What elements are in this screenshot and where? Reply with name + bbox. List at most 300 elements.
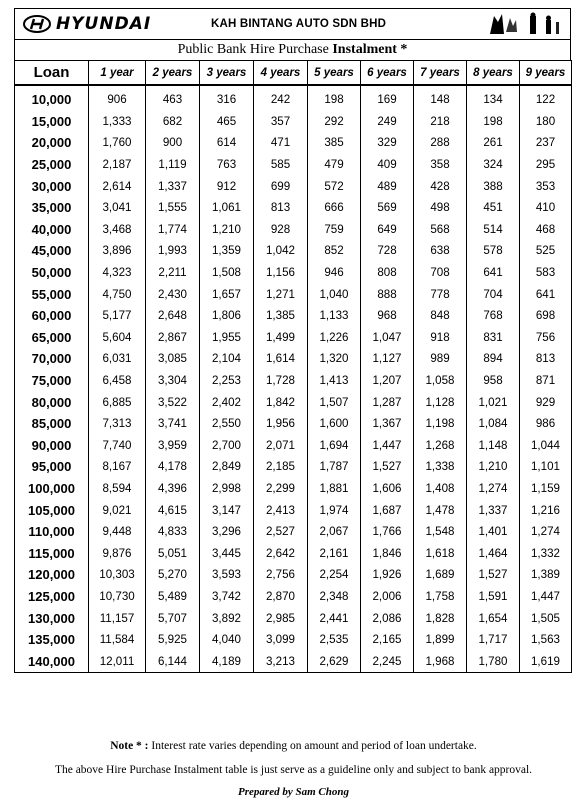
instalment-cell: 900 bbox=[146, 132, 200, 154]
instalment-cell: 1,993 bbox=[146, 240, 200, 262]
instalment-cell: 848 bbox=[414, 305, 467, 327]
instalment-cell: 641 bbox=[520, 283, 572, 305]
instalment-cell: 5,604 bbox=[89, 327, 146, 349]
instalment-cell: 2,104 bbox=[200, 348, 254, 370]
instalment-cell: 2,642 bbox=[254, 542, 308, 564]
instalment-cell: 929 bbox=[520, 391, 572, 413]
instalment-cell: 3,099 bbox=[254, 629, 308, 651]
instalment-cell: 2,067 bbox=[308, 521, 361, 543]
instalment-cell: 1,956 bbox=[254, 413, 308, 435]
table-row bbox=[15, 283, 572, 305]
table-row bbox=[15, 607, 572, 629]
instalment-cell: 1,881 bbox=[308, 478, 361, 500]
instalment-cell: 852 bbox=[308, 240, 361, 262]
instalment-cell: 3,445 bbox=[200, 542, 254, 564]
instalment-cell: 410 bbox=[520, 197, 572, 219]
loan-amount-cell: 45,000 bbox=[15, 240, 89, 262]
instalment-cell: 198 bbox=[308, 85, 361, 111]
loan-amount-cell: 100,000 bbox=[15, 478, 89, 500]
instalment-cell: 768 bbox=[467, 305, 520, 327]
loan-amount-cell: 130,000 bbox=[15, 607, 89, 629]
instalment-cell: 4,750 bbox=[89, 283, 146, 305]
instalment-cell: 1,717 bbox=[467, 629, 520, 651]
instalment-cell: 1,210 bbox=[200, 219, 254, 241]
instalment-cell: 5,707 bbox=[146, 607, 200, 629]
instalment-cell: 1,337 bbox=[467, 499, 520, 521]
loan-amount-cell: 115,000 bbox=[15, 542, 89, 564]
instalment-cell: 1,728 bbox=[254, 370, 308, 392]
instalment-cell: 1,846 bbox=[361, 542, 414, 564]
instalment-cell: 968 bbox=[361, 305, 414, 327]
decorative-figures-icon bbox=[486, 12, 566, 36]
instalment-cell: 578 bbox=[467, 240, 520, 262]
table-row bbox=[15, 478, 572, 500]
instalment-cell: 3,085 bbox=[146, 348, 200, 370]
instalment-cell: 9,021 bbox=[89, 499, 146, 521]
instalment-cell: 831 bbox=[467, 327, 520, 349]
instalment-cell: 1,687 bbox=[361, 499, 414, 521]
column-header-9-year: 9 years bbox=[520, 61, 572, 86]
loan-amount-cell: 20,000 bbox=[15, 132, 89, 154]
instalment-cell: 1,974 bbox=[308, 499, 361, 521]
instalment-cell: 666 bbox=[308, 197, 361, 219]
column-header-3-year: 3 years bbox=[200, 61, 254, 86]
instalment-cell: 388 bbox=[467, 175, 520, 197]
instalment-cell: 9,876 bbox=[89, 542, 146, 564]
instalment-cell: 813 bbox=[254, 197, 308, 219]
instalment-cell: 237 bbox=[520, 132, 572, 154]
instalment-cell: 871 bbox=[520, 370, 572, 392]
instalment-cell: 2,086 bbox=[361, 607, 414, 629]
instalment-cell: 1,955 bbox=[200, 327, 254, 349]
instalment-cell: 11,157 bbox=[89, 607, 146, 629]
instalment-cell: 8,594 bbox=[89, 478, 146, 500]
instalment-cell: 316 bbox=[200, 85, 254, 111]
instalment-cell: 813 bbox=[520, 348, 572, 370]
instalment-cell: 329 bbox=[361, 132, 414, 154]
instalment-cell: 1,271 bbox=[254, 283, 308, 305]
instalment-cell: 1,563 bbox=[520, 629, 572, 651]
instalment-cell: 1,447 bbox=[361, 435, 414, 457]
instalment-cell: 1,606 bbox=[361, 478, 414, 500]
instalment-cell: 1,040 bbox=[308, 283, 361, 305]
loan-amount-cell: 35,000 bbox=[15, 197, 89, 219]
table-row bbox=[15, 132, 572, 154]
instalment-cell: 409 bbox=[361, 154, 414, 176]
instalment-table bbox=[14, 60, 572, 673]
instalment-cell: 1,413 bbox=[308, 370, 361, 392]
instalment-cell: 5,489 bbox=[146, 586, 200, 608]
instalment-cell: 249 bbox=[361, 111, 414, 133]
instalment-cell: 1,926 bbox=[361, 564, 414, 586]
instalment-cell: 946 bbox=[308, 262, 361, 284]
column-header-loan: Loan bbox=[15, 61, 89, 86]
table-row bbox=[15, 391, 572, 413]
loan-amount-cell: 85,000 bbox=[15, 413, 89, 435]
instalment-cell: 585 bbox=[254, 154, 308, 176]
instalment-cell: 2,700 bbox=[200, 435, 254, 457]
table-row bbox=[15, 370, 572, 392]
instalment-cell: 1,408 bbox=[414, 478, 467, 500]
instalment-cell: 357 bbox=[254, 111, 308, 133]
note-text: Interest rate varies depending on amount and period of loan undertake. bbox=[151, 740, 477, 752]
instalment-cell: 2,211 bbox=[146, 262, 200, 284]
instalment-sheet bbox=[14, 8, 571, 673]
table-row bbox=[15, 413, 572, 435]
instalment-cell: 3,892 bbox=[200, 607, 254, 629]
table-row bbox=[15, 154, 572, 176]
instalment-cell: 2,071 bbox=[254, 435, 308, 457]
instalment-cell: 525 bbox=[520, 240, 572, 262]
instalment-cell: 1,508 bbox=[200, 262, 254, 284]
instalment-cell: 6,458 bbox=[89, 370, 146, 392]
instalment-cell: 3,593 bbox=[200, 564, 254, 586]
instalment-cell: 1,333 bbox=[89, 111, 146, 133]
instalment-cell: 989 bbox=[414, 348, 467, 370]
instalment-cell: 465 bbox=[200, 111, 254, 133]
instalment-cell: 1,507 bbox=[308, 391, 361, 413]
instalment-cell: 2,245 bbox=[361, 650, 414, 672]
table-row bbox=[15, 348, 572, 370]
table-row bbox=[15, 456, 572, 478]
instalment-cell: 4,833 bbox=[146, 521, 200, 543]
instalment-cell: 1,198 bbox=[414, 413, 467, 435]
instalment-cell: 242 bbox=[254, 85, 308, 111]
instalment-cell: 2,998 bbox=[200, 478, 254, 500]
table-row bbox=[15, 586, 572, 608]
instalment-cell: 1,359 bbox=[200, 240, 254, 262]
table-row bbox=[15, 111, 572, 133]
instalment-cell: 1,337 bbox=[146, 175, 200, 197]
instalment-cell: 5,925 bbox=[146, 629, 200, 651]
instalment-cell: 463 bbox=[146, 85, 200, 111]
instalment-cell: 756 bbox=[520, 327, 572, 349]
table-title-bold: Instalment * bbox=[332, 42, 408, 57]
instalment-cell: 1,619 bbox=[520, 650, 572, 672]
instalment-cell: 1,042 bbox=[254, 240, 308, 262]
instalment-cell: 1,447 bbox=[520, 586, 572, 608]
instalment-cell: 1,044 bbox=[520, 435, 572, 457]
instalment-cell: 6,885 bbox=[89, 391, 146, 413]
table-row bbox=[15, 435, 572, 457]
instalment-cell: 4,615 bbox=[146, 499, 200, 521]
instalment-cell: 2,165 bbox=[361, 629, 414, 651]
instalment-cell: 906 bbox=[89, 85, 146, 111]
loan-amount-cell: 140,000 bbox=[15, 650, 89, 672]
instalment-cell: 2,161 bbox=[308, 542, 361, 564]
loan-amount-cell: 135,000 bbox=[15, 629, 89, 651]
instalment-cell: 148 bbox=[414, 85, 467, 111]
instalment-cell: 1,591 bbox=[467, 586, 520, 608]
instalment-cell: 10,303 bbox=[89, 564, 146, 586]
instalment-cell: 699 bbox=[254, 175, 308, 197]
loan-amount-cell: 10,000 bbox=[15, 85, 89, 111]
instalment-cell: 1,654 bbox=[467, 607, 520, 629]
instalment-cell: 1,320 bbox=[308, 348, 361, 370]
instalment-cell: 1,689 bbox=[414, 564, 467, 586]
instalment-cell: 2,185 bbox=[254, 456, 308, 478]
instalment-cell: 986 bbox=[520, 413, 572, 435]
instalment-cell: 1,614 bbox=[254, 348, 308, 370]
table-row bbox=[15, 305, 572, 327]
instalment-cell: 1,226 bbox=[308, 327, 361, 349]
loan-amount-cell: 120,000 bbox=[15, 564, 89, 586]
interest-note bbox=[0, 740, 587, 752]
table-row bbox=[15, 542, 572, 564]
instalment-cell: 1,806 bbox=[200, 305, 254, 327]
table-row bbox=[15, 219, 572, 241]
instalment-cell: 1,058 bbox=[414, 370, 467, 392]
column-header-4-year: 4 years bbox=[254, 61, 308, 86]
instalment-cell: 2,441 bbox=[308, 607, 361, 629]
instalment-cell: 451 bbox=[467, 197, 520, 219]
instalment-cell: 261 bbox=[467, 132, 520, 154]
instalment-cell: 1,548 bbox=[414, 521, 467, 543]
instalment-cell: 1,464 bbox=[467, 542, 520, 564]
instalment-cell: 1,899 bbox=[414, 629, 467, 651]
table-row bbox=[15, 564, 572, 586]
hyundai-logo bbox=[15, 14, 173, 34]
loan-amount-cell: 110,000 bbox=[15, 521, 89, 543]
instalment-cell: 1,127 bbox=[361, 348, 414, 370]
instalment-cell: 1,780 bbox=[467, 650, 520, 672]
instalment-cell: 2,299 bbox=[254, 478, 308, 500]
prepared-by: Prepared by Sam Chong bbox=[238, 786, 349, 798]
table-row bbox=[15, 85, 572, 111]
instalment-cell: 2,535 bbox=[308, 629, 361, 651]
loan-amount-cell: 55,000 bbox=[15, 283, 89, 305]
instalment-cell: 7,313 bbox=[89, 413, 146, 435]
instalment-cell: 295 bbox=[520, 154, 572, 176]
instalment-cell: 2,527 bbox=[254, 521, 308, 543]
instalment-cell: 385 bbox=[308, 132, 361, 154]
instalment-cell: 6,144 bbox=[146, 650, 200, 672]
instalment-cell: 1,159 bbox=[520, 478, 572, 500]
instalment-cell: 641 bbox=[467, 262, 520, 284]
instalment-cell: 1,268 bbox=[414, 435, 467, 457]
instalment-cell: 1,842 bbox=[254, 391, 308, 413]
instalment-cell: 2,413 bbox=[254, 499, 308, 521]
instalment-cell: 1,332 bbox=[520, 542, 572, 564]
instalment-cell: 1,287 bbox=[361, 391, 414, 413]
instalment-cell: 958 bbox=[467, 370, 520, 392]
instalment-cell: 358 bbox=[414, 154, 467, 176]
instalment-cell: 728 bbox=[361, 240, 414, 262]
table-body bbox=[15, 85, 572, 673]
instalment-cell: 759 bbox=[308, 219, 361, 241]
loan-amount-cell: 30,000 bbox=[15, 175, 89, 197]
loan-amount-cell: 65,000 bbox=[15, 327, 89, 349]
table-row bbox=[15, 629, 572, 651]
instalment-cell: 471 bbox=[254, 132, 308, 154]
instalment-cell: 1,274 bbox=[520, 521, 572, 543]
instalment-cell: 778 bbox=[414, 283, 467, 305]
table-row bbox=[15, 499, 572, 521]
instalment-cell: 498 bbox=[414, 197, 467, 219]
instalment-cell: 5,270 bbox=[146, 564, 200, 586]
instalment-cell: 1,555 bbox=[146, 197, 200, 219]
instalment-cell: 7,740 bbox=[89, 435, 146, 457]
instalment-cell: 3,522 bbox=[146, 391, 200, 413]
instalment-cell: 808 bbox=[361, 262, 414, 284]
instalment-cell: 2,867 bbox=[146, 327, 200, 349]
instalment-cell: 2,870 bbox=[254, 586, 308, 608]
loan-amount-cell: 25,000 bbox=[15, 154, 89, 176]
instalment-cell: 1,084 bbox=[467, 413, 520, 435]
instalment-cell: 2,550 bbox=[200, 413, 254, 435]
instalment-cell: 169 bbox=[361, 85, 414, 111]
instalment-cell: 1,401 bbox=[467, 521, 520, 543]
instalment-cell: 3,896 bbox=[89, 240, 146, 262]
column-header-5-year: 5 years bbox=[308, 61, 361, 86]
instalment-cell: 10,730 bbox=[89, 586, 146, 608]
instalment-cell: 572 bbox=[308, 175, 361, 197]
instalment-cell: 2,348 bbox=[308, 586, 361, 608]
instalment-cell: 4,040 bbox=[200, 629, 254, 651]
instalment-cell: 912 bbox=[200, 175, 254, 197]
instalment-cell: 489 bbox=[361, 175, 414, 197]
instalment-cell: 479 bbox=[308, 154, 361, 176]
hyundai-emblem-icon bbox=[23, 15, 51, 33]
instalment-cell: 1,133 bbox=[308, 305, 361, 327]
instalment-cell: 1,774 bbox=[146, 219, 200, 241]
instalment-cell: 1,618 bbox=[414, 542, 467, 564]
loan-amount-cell: 125,000 bbox=[15, 586, 89, 608]
instalment-cell: 2,187 bbox=[89, 154, 146, 176]
table-row bbox=[15, 240, 572, 262]
instalment-cell: 928 bbox=[254, 219, 308, 241]
loan-amount-cell: 90,000 bbox=[15, 435, 89, 457]
instalment-cell: 428 bbox=[414, 175, 467, 197]
instalment-cell: 3,147 bbox=[200, 499, 254, 521]
instalment-cell: 2,985 bbox=[254, 607, 308, 629]
instalment-cell: 1,207 bbox=[361, 370, 414, 392]
instalment-cell: 1,274 bbox=[467, 478, 520, 500]
instalment-cell: 1,021 bbox=[467, 391, 520, 413]
instalment-cell: 3,041 bbox=[89, 197, 146, 219]
instalment-cell: 888 bbox=[361, 283, 414, 305]
instalment-cell: 638 bbox=[414, 240, 467, 262]
instalment-cell: 514 bbox=[467, 219, 520, 241]
instalment-cell: 353 bbox=[520, 175, 572, 197]
instalment-cell: 763 bbox=[200, 154, 254, 176]
instalment-cell: 3,304 bbox=[146, 370, 200, 392]
instalment-cell: 704 bbox=[467, 283, 520, 305]
brand-name: HYUNDAI bbox=[56, 14, 152, 34]
instalment-cell: 918 bbox=[414, 327, 467, 349]
instalment-cell: 1,787 bbox=[308, 456, 361, 478]
document-header bbox=[14, 8, 571, 39]
instalment-cell: 1,478 bbox=[414, 499, 467, 521]
instalment-cell: 3,742 bbox=[200, 586, 254, 608]
instalment-cell: 3,213 bbox=[254, 650, 308, 672]
instalment-cell: 1,338 bbox=[414, 456, 467, 478]
loan-amount-cell: 60,000 bbox=[15, 305, 89, 327]
instalment-cell: 894 bbox=[467, 348, 520, 370]
instalment-cell: 1,760 bbox=[89, 132, 146, 154]
loan-amount-cell: 95,000 bbox=[15, 456, 89, 478]
instalment-cell: 1,828 bbox=[414, 607, 467, 629]
instalment-cell: 1,527 bbox=[467, 564, 520, 586]
instalment-cell: 568 bbox=[414, 219, 467, 241]
instalment-cell: 1,389 bbox=[520, 564, 572, 586]
instalment-cell: 218 bbox=[414, 111, 467, 133]
instalment-cell: 1,101 bbox=[520, 456, 572, 478]
column-header-7-year: 7 years bbox=[414, 61, 467, 86]
table-title bbox=[14, 39, 571, 60]
instalment-cell: 1,968 bbox=[414, 650, 467, 672]
instalment-cell: 3,296 bbox=[200, 521, 254, 543]
loan-amount-cell: 50,000 bbox=[15, 262, 89, 284]
column-header-1-year: 1 year bbox=[89, 61, 146, 86]
company-name: KAH BINTANG AUTO SDN BHD bbox=[211, 18, 387, 30]
column-header-2-year: 2 years bbox=[146, 61, 200, 86]
instalment-cell: 134 bbox=[467, 85, 520, 111]
instalment-cell: 1,527 bbox=[361, 456, 414, 478]
instalment-cell: 11,584 bbox=[89, 629, 146, 651]
instalment-cell: 583 bbox=[520, 262, 572, 284]
instalment-cell: 708 bbox=[414, 262, 467, 284]
instalment-cell: 2,254 bbox=[308, 564, 361, 586]
instalment-cell: 698 bbox=[520, 305, 572, 327]
instalment-cell: 2,756 bbox=[254, 564, 308, 586]
instalment-cell: 1,505 bbox=[520, 607, 572, 629]
instalment-cell: 1,148 bbox=[467, 435, 520, 457]
table-row bbox=[15, 521, 572, 543]
instalment-cell: 292 bbox=[308, 111, 361, 133]
instalment-cell: 198 bbox=[467, 111, 520, 133]
loan-amount-cell: 75,000 bbox=[15, 370, 89, 392]
instalment-cell: 1,061 bbox=[200, 197, 254, 219]
instalment-cell: 1,156 bbox=[254, 262, 308, 284]
instalment-cell: 2,253 bbox=[200, 370, 254, 392]
instalment-cell: 12,011 bbox=[89, 650, 146, 672]
table-row bbox=[15, 327, 572, 349]
instalment-cell: 1,047 bbox=[361, 327, 414, 349]
instalment-cell: 1,128 bbox=[414, 391, 467, 413]
instalment-cell: 5,177 bbox=[89, 305, 146, 327]
disclaimer-text: The above Hire Purchase Instalment table is just serve as a guideline only and subject to bank approval. bbox=[54, 764, 533, 776]
instalment-cell: 3,959 bbox=[146, 435, 200, 457]
instalment-cell: 288 bbox=[414, 132, 467, 154]
instalment-cell: 324 bbox=[467, 154, 520, 176]
instalment-cell: 2,430 bbox=[146, 283, 200, 305]
instalment-cell: 1,657 bbox=[200, 283, 254, 305]
loan-amount-cell: 40,000 bbox=[15, 219, 89, 241]
table-row bbox=[15, 197, 572, 219]
instalment-cell: 2,849 bbox=[200, 456, 254, 478]
instalment-cell: 1,499 bbox=[254, 327, 308, 349]
instalment-cell: 2,006 bbox=[361, 586, 414, 608]
instalment-cell: 6,031 bbox=[89, 348, 146, 370]
instalment-cell: 4,189 bbox=[200, 650, 254, 672]
instalment-cell: 4,323 bbox=[89, 262, 146, 284]
instalment-cell: 1,119 bbox=[146, 154, 200, 176]
instalment-cell: 5,051 bbox=[146, 542, 200, 564]
instalment-cell: 2,629 bbox=[308, 650, 361, 672]
table-row bbox=[15, 650, 572, 672]
instalment-cell: 682 bbox=[146, 111, 200, 133]
instalment-cell: 468 bbox=[520, 219, 572, 241]
table-row bbox=[15, 175, 572, 197]
loan-amount-cell: 15,000 bbox=[15, 111, 89, 133]
instalment-cell: 569 bbox=[361, 197, 414, 219]
instalment-cell: 4,178 bbox=[146, 456, 200, 478]
loan-amount-cell: 80,000 bbox=[15, 391, 89, 413]
instalment-cell: 1,216 bbox=[520, 499, 572, 521]
instalment-cell: 4,396 bbox=[146, 478, 200, 500]
table-title-prefix: Public Bank Hire Purchase bbox=[177, 42, 329, 57]
